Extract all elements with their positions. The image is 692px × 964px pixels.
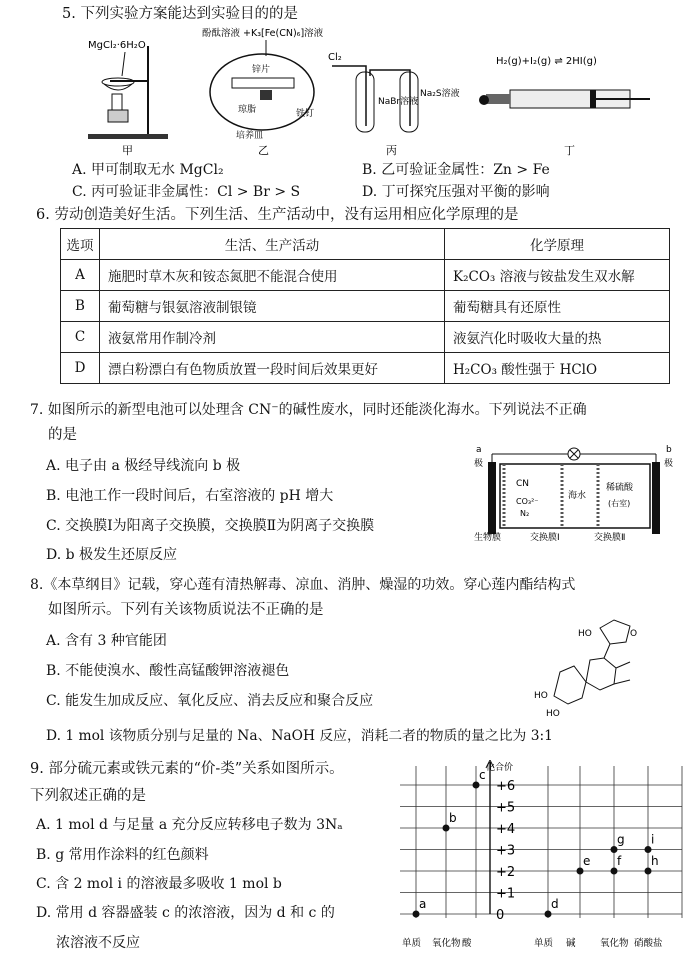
apparatus-ding	[479, 56, 650, 108]
label-ding: 丁	[564, 144, 575, 156]
data-point-e	[577, 868, 584, 875]
q6-stem: 6. 劳动创造美好生活。下列生活、生产活动中，没有运用相应化学原理的是	[36, 207, 519, 223]
table-header-cell: 生活、生产活动	[100, 229, 445, 260]
table-cell: B	[61, 291, 100, 322]
data-point-label: g	[617, 832, 625, 847]
yi-nail-label: 铁钉	[296, 109, 315, 119]
q7-battery-diagram	[470, 440, 680, 544]
table-row	[61, 353, 670, 384]
table-header-cell: 化学原理	[445, 229, 670, 260]
data-point-label: b	[449, 811, 457, 825]
q7-option-d[interactable]: D. b 极发生还原反应	[46, 547, 178, 563]
data-point-label: d	[551, 897, 559, 911]
q8-option-b[interactable]: B. 不能使溴水、酸性高锰酸钾溶液褪色	[46, 663, 290, 679]
label-jia: 甲	[122, 144, 133, 156]
y-tick-label: +6	[496, 779, 516, 794]
table-row	[61, 322, 670, 353]
q5-apparatus-figure	[70, 26, 670, 156]
table-cell: C	[61, 322, 100, 353]
q9-option-a[interactable]: A. 1 mol d 与足量 a 充分反应转移电子数为 3Nₐ	[36, 817, 343, 833]
y-tick-label: +2	[496, 865, 516, 880]
ho-label-3: HO	[546, 709, 560, 719]
q5-stem: 5. 下列实验方案能达到实验目的的是	[62, 6, 298, 22]
yi-gel-label: 琼脂	[238, 105, 257, 115]
lactone-o-label: O	[630, 629, 638, 639]
yi-dish-label: 培养皿	[236, 131, 264, 141]
q6-table	[60, 228, 670, 384]
q5-option-b[interactable]: B. 乙可验证金属性：Zn > Fe	[362, 162, 550, 178]
q5-option-d[interactable]: D. 丁可探究压强对平衡的影响	[362, 184, 550, 200]
data-point-c	[473, 782, 480, 789]
data-point-label: i	[651, 832, 655, 847]
y-tick-label: +3	[496, 843, 516, 859]
table-cell: D	[61, 353, 100, 384]
cn-label: CN	[516, 479, 530, 489]
table-cell: 葡萄糖具有还原性	[445, 291, 670, 322]
chart-points	[413, 768, 659, 918]
table-cell: A	[61, 260, 100, 291]
q7-option-a[interactable]: A. 电子由 a 极经导线流向 b 极	[46, 458, 241, 474]
q9-option-d[interactable]: D. 常用 d 容器盛装 c 的浓溶液，因为 d 和 c 的	[36, 905, 335, 921]
table-cell: 液氨汽化时吸收大量的热	[445, 322, 670, 353]
valence-class-chart	[400, 760, 686, 960]
jia-reagent-label: MgCl₂·6H₂O	[88, 40, 146, 51]
x-category-label: 单质	[402, 938, 422, 949]
data-point-label: f	[617, 854, 622, 868]
table-cell: 葡萄糖与银氨溶液制银镜	[100, 291, 445, 322]
electrode-b-label: b	[666, 445, 672, 455]
x-category-label: 酸	[462, 938, 472, 949]
q8-stem-line1: 8.《本草纲目》记载，穿心莲有清热解毒、凉血、消肿、燥湿的功效。穿心莲内酯结构式	[30, 577, 576, 593]
y-tick-label: +5	[496, 800, 516, 816]
table-cell: 液氨常用作制冷剂	[100, 322, 445, 353]
ho-label-1: HO	[578, 629, 592, 639]
bing-na2s-label: Na₂S溶液	[420, 89, 460, 99]
chart-y-ticks	[496, 779, 515, 923]
apparatus-yi	[202, 27, 324, 141]
table-cell: H₂CO₃ 酸性强于 HClO	[445, 353, 670, 384]
q5-option-a[interactable]: A. 甲可制取无水 MgCl₂	[72, 162, 224, 178]
q7-stem-line1: 7. 如图所示的新型电池可以处理含 CN⁻的碱性废水，同时还能淡化海水。下列说法不正确	[30, 402, 587, 418]
seawater-label: 海水	[568, 491, 587, 501]
apparatus-jia	[88, 40, 168, 139]
chart-grid	[400, 760, 682, 918]
label-bing: 丙	[386, 144, 397, 156]
electrode-a-ji: 极	[474, 459, 484, 469]
data-point-g	[611, 846, 618, 853]
data-point-d	[545, 911, 552, 918]
q7-stem-line2: 的是	[48, 427, 77, 443]
q9-option-c[interactable]: C. 含 2 mol i 的溶液最多吸收 1 mol b	[36, 876, 282, 892]
x-category-label: 氧化物	[600, 938, 629, 949]
q9-stem-line2: 下列叙述正确的是	[30, 788, 146, 804]
x-category-label: 硝酸盐	[634, 938, 663, 949]
electrode-a-label: a	[476, 445, 482, 455]
label-yi: 乙	[258, 144, 269, 156]
andrographolide-structure	[530, 610, 660, 720]
q8-option-d[interactable]: D. 1 mol 该物质分别与足量的 Na、NaOH 反应，消耗二者的物质的量之比为 3:1	[46, 728, 553, 744]
x-category-label: 碱	[566, 938, 576, 949]
membrane-1-label: 交换膜Ⅰ	[530, 533, 560, 543]
data-point-b	[443, 825, 450, 832]
apparatus-bing	[328, 52, 460, 132]
yi-top-label: 酚酞溶液 +K₃[Fe(CN)₆]溶液	[202, 28, 324, 39]
data-point-label: a	[419, 897, 427, 911]
data-point-label: e	[583, 854, 591, 868]
yi-zn-label: 锌片	[252, 65, 271, 75]
q9-option-b[interactable]: B. g 常用作涂料的红色颜料	[36, 847, 209, 863]
table-header-cell: 选项	[61, 229, 100, 260]
n2-label: N₂	[520, 509, 530, 518]
x-category-label: 氧化物	[432, 938, 461, 949]
q8-stem-line2: 如图所示。下列有关该物质说法不正确的是	[48, 602, 324, 618]
chart-y-title: 化合价	[486, 763, 514, 773]
q8-option-a[interactable]: A. 含有 3 种官能团	[46, 633, 167, 649]
chart-x-labels	[402, 937, 663, 949]
data-point-label: h	[651, 854, 659, 868]
q8-option-c[interactable]: C. 能发生加成反应、氧化反应、消去反应和聚合反应	[46, 693, 374, 709]
q7-option-c[interactable]: C. 交换膜Ⅰ为阳离子交换膜，交换膜Ⅱ为阴离子交换膜	[46, 518, 375, 534]
data-point-label: c	[479, 768, 486, 782]
q9-option-d-cont: 浓溶液不反应	[56, 935, 140, 951]
table-row	[61, 260, 670, 291]
x-category-label: 单质	[534, 938, 554, 949]
table-header-row	[61, 229, 670, 260]
data-point-h	[645, 868, 652, 875]
data-point-a	[413, 911, 420, 918]
right-room-label: (右室)	[608, 499, 631, 508]
data-point-i	[645, 846, 652, 853]
q9-stem-line1: 9. 部分硫元素或铁元素的“价-类”关系如图所示。	[30, 761, 344, 777]
biofilm-label: 生物膜	[474, 533, 502, 543]
table-cell: K₂CO₃ 溶液与铵盐发生双水解	[445, 260, 670, 291]
q7-option-b[interactable]: B. 电池工作一段时间后，右室溶液的 pH 增大	[46, 488, 334, 504]
ding-equation: H₂(g)+I₂(g) ⇌ 2HI(g)	[496, 56, 597, 67]
bing-nabr-label: NaBr溶液	[378, 97, 419, 107]
table-cell: 漂白粉漂白有色物质放置一段时间后效果更好	[100, 353, 445, 384]
membrane-2-label: 交换膜Ⅱ	[594, 533, 626, 543]
data-point-f	[611, 868, 618, 875]
table-row	[61, 291, 670, 322]
electrode-b-ji: 极	[664, 459, 674, 469]
table-cell: 施肥时草木灰和铵态氮肥不能混合使用	[100, 260, 445, 291]
acid-label: 稀硫酸	[606, 483, 634, 493]
ho-label-2: HO	[534, 691, 548, 701]
q5-option-c[interactable]: C. 丙可验证非金属性：Cl > Br > S	[72, 184, 301, 200]
y-tick-label: +4	[496, 822, 516, 837]
y-tick-label: +1	[496, 886, 516, 902]
bing-cl2-label: Cl₂	[328, 52, 342, 63]
co3-label: CO₃²⁻	[516, 497, 539, 506]
y-tick-label: 0	[496, 908, 505, 923]
